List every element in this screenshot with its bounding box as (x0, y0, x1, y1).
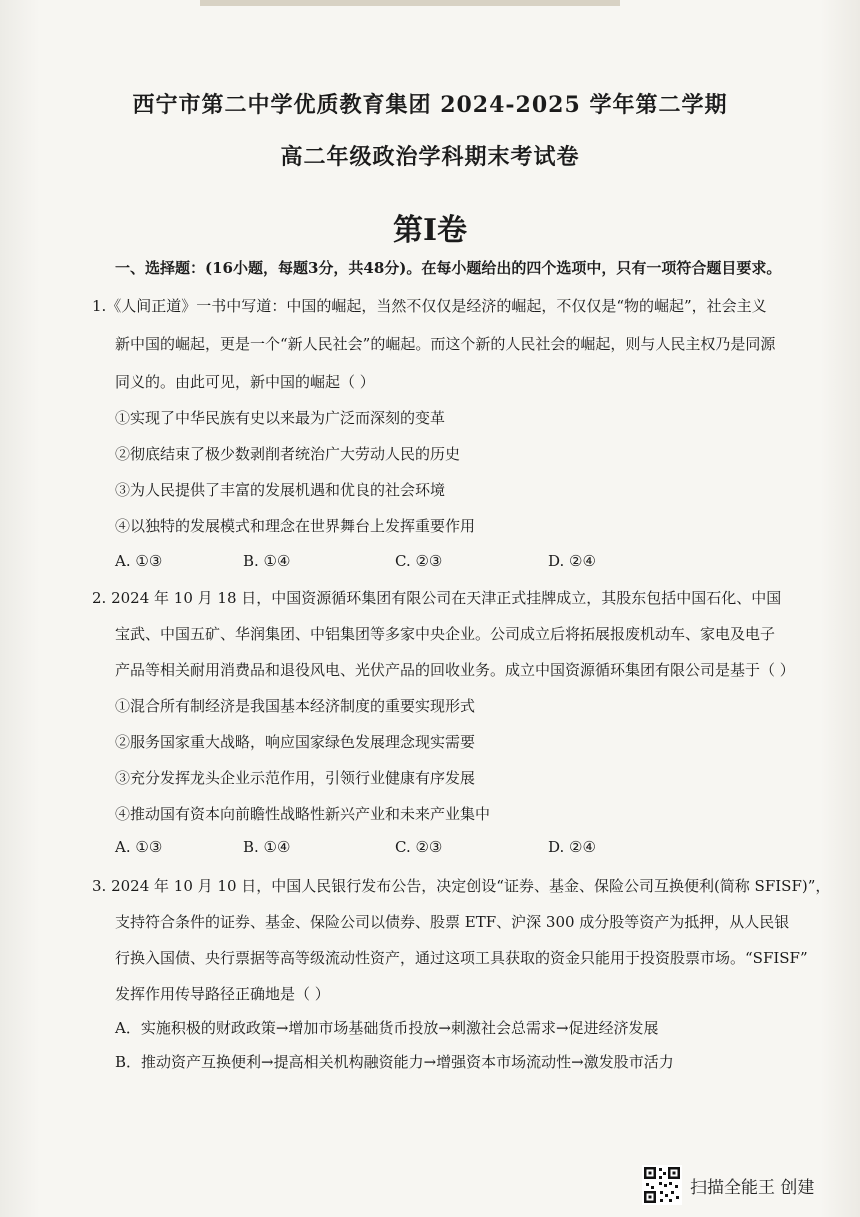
q2-item-2: ②服务国家重大战略，响应国家绿色发展理念现实需要 (115, 733, 476, 751)
q1-option-d: D. ②④ (548, 552, 596, 570)
scan-edge-strip (200, 0, 620, 6)
q3-stem-line3: 行换入国债、央行票据等高等级流动性资产，通过这项工具获取的资金只能用于投资股票市场。“SFISF” (115, 949, 808, 967)
volume-heading: 第I卷 (392, 213, 468, 248)
q1-stem-line2: 新中国的崛起，更是一个“新人民社会”的崛起。而这个新的人民社会的崛起，则与人民主权乃是同源 (115, 335, 776, 353)
q2-item-1: ①混合所有制经济是我国基本经济制度的重要实现形式 (115, 697, 476, 715)
q1-item-1: ①实现了中华民族有史以来最为广泛而深刻的变革 (115, 409, 446, 427)
q1-item-3: ③为人民提供了丰富的发展机遇和优良的社会环境 (115, 481, 446, 499)
q1-option-a: A. ①③ (115, 552, 163, 570)
q2-stem-line3: 产品等相关耐用消费品和退役风电、光伏产品的回收业务。成立中国资源循环集团有限公司是基于（ ） (115, 661, 795, 679)
q2-stem-line2: 宝武、中国五矿、华润集团、中铝集团等多家中央企业。公司成立后将拓展报废机动车、家电及电子 (115, 625, 776, 643)
scanner-footer (642, 1163, 842, 1203)
exam-title-line1: 西宁市第二中学优质教育集团 2024-2025 学年第二学期 (132, 92, 728, 118)
q2-options (115, 838, 715, 860)
q2-option-c: C. ②③ (395, 838, 443, 856)
qr-code-icon (642, 1165, 682, 1205)
q1-option-b: B. ①④ (243, 552, 291, 570)
q1-option-c: C. ②③ (395, 552, 443, 570)
q3-option-b: B．推动资产互换便利→提高相关机构融资能力→增强资本市场流动性→激发股市活力 (115, 1053, 674, 1071)
q1-options (115, 552, 715, 574)
q1-item-2: ②彻底结束了极少数剥削者统治广大劳动人民的历史 (115, 445, 461, 463)
exam-title-line2: 高二年级政治学科期末考试卷 (280, 144, 580, 170)
q3-stem-line4: 发挥作用传导路径正确地是（ ） (115, 985, 330, 1003)
q3-stem-line1: 3. 2024 年 10 月 10 日，中国人民银行发布公告，决定创设“证券、基金、保险公司互换便利(简称 SFISF)”， (92, 877, 831, 895)
section-instruction: 一、选择题：(16小题，每题3分，共48分)。在每小题给出的四个选项中，只有一项符合题目要求。 (115, 259, 782, 277)
q2-item-4: ④推动国有资本向前瞻性战略性新兴产业和未来产业集中 (115, 805, 491, 823)
q2-option-a: A. ①③ (115, 838, 163, 856)
scanner-watermark-text: 扫描全能王 创建 (690, 1178, 815, 1198)
q2-stem-line1: 2. 2024 年 10 月 18 日，中国资源循环集团有限公司在天津正式挂牌成立，其股东包括中国石化、中国 (92, 589, 782, 607)
q3-stem-line2: 支持符合条件的证券、基金、保险公司以债券、股票 ETF、沪深 300 成分股等资产为抵押，从人民银 (115, 913, 790, 931)
q2-option-d: D. ②④ (548, 838, 596, 856)
q1-stem-line3: 同义的。由此可见，新中国的崛起（ ） (115, 373, 375, 391)
q2-option-b: B. ①④ (243, 838, 291, 856)
q3-option-a: A．实施积极的财政政策→增加市场基础货币投放→刺激社会总需求→促进经济发展 (115, 1019, 659, 1037)
q1-stem-line1: 1.《人间正道》一书中写道：中国的崛起，当然不仅仅是经济的崛起，不仅仅是“物的崛起”，社会主义 (92, 297, 767, 315)
q1-item-4: ④以独特的发展模式和理念在世界舞台上发挥重要作用 (115, 517, 476, 535)
q2-item-3: ③充分发挥龙头企业示范作用，引领行业健康有序发展 (115, 769, 476, 787)
